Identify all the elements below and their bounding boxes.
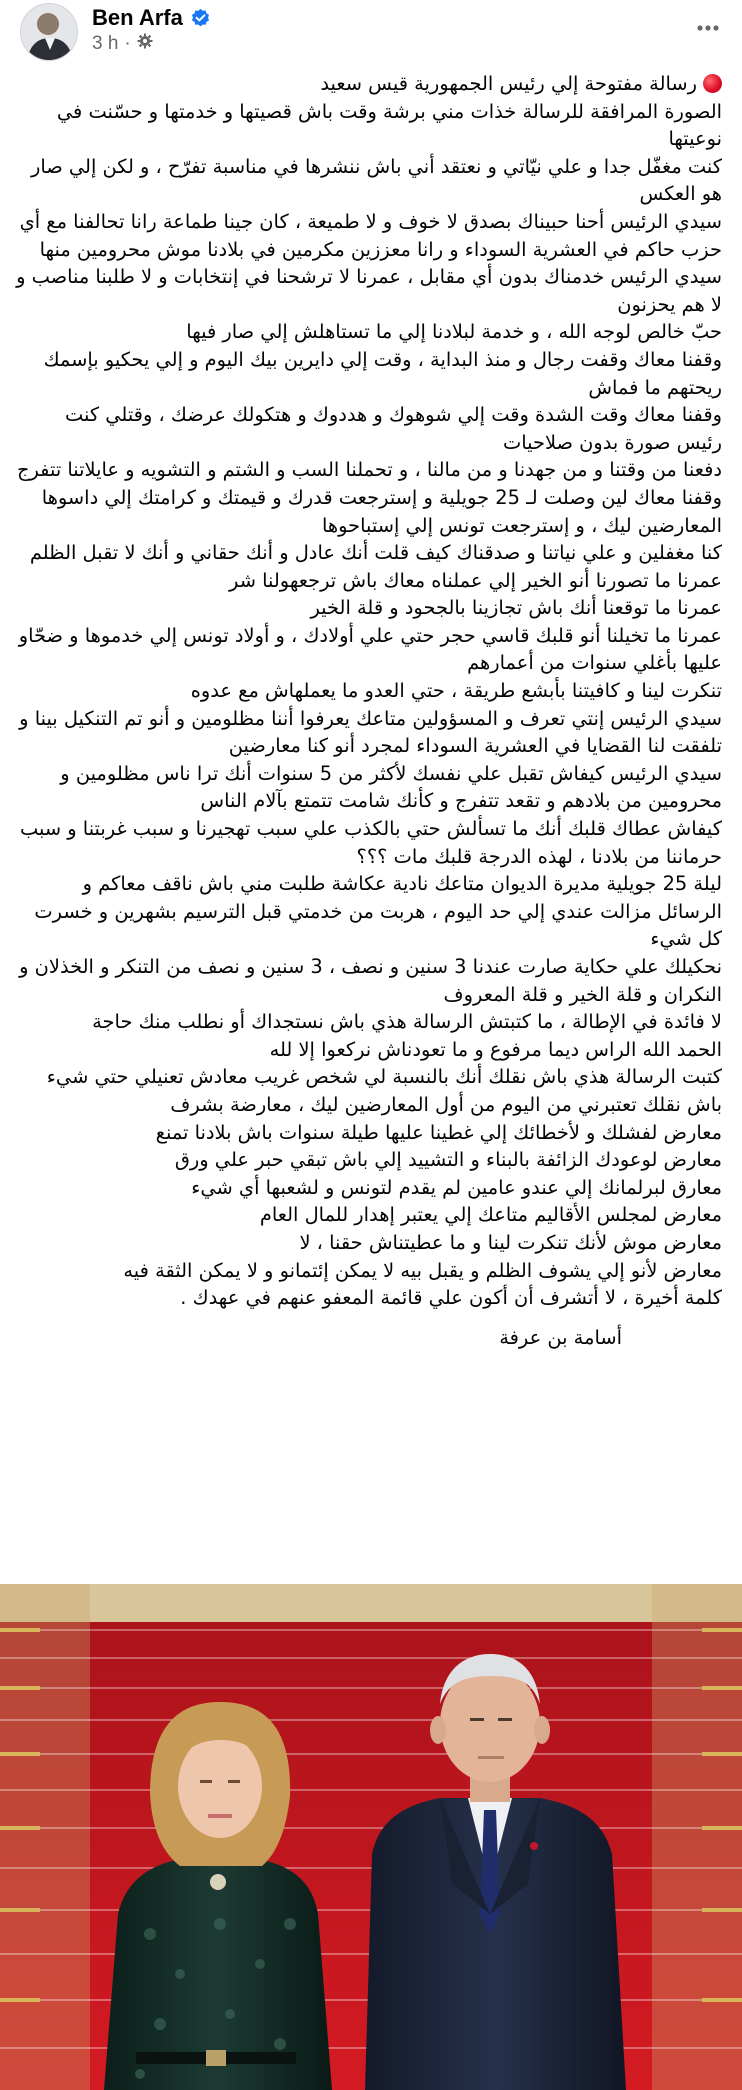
post-signature: أسامة بن عرفة [499, 1325, 622, 1349]
post-paragraph: عمرنا ما توقعنا أنك باش تجازينا بالجحود و قلة الخير [310, 596, 722, 620]
post-paragraph: كيفاش عطاك قلبك أنك ما تسألش حتي بالكذب علي سبب تهجيرنا و سبب غربتنا و سبب حرماننا من بلادنا ، لهذه الدرجة قلبك مات ؟؟؟ [19, 817, 722, 868]
post-paragraph: لا فائدة في الإطالة ، ما كتبتش الرسالة هذي باش نستجداك أو نطلب منك حاجة [92, 1010, 722, 1034]
verified-badge-icon [190, 8, 211, 29]
post-paragraph: وقفنا معاك وقفت رجال و منذ البداية ، وقت إلي دايرين بيك اليوم و إلي يحكيو بإسمك ريحتهم ما فماش [43, 347, 722, 399]
post-meta [92, 33, 153, 55]
post-paragraph: سيدي الرئيس أحنا حبيناك بصدق لا خوف و لا طميعة ، كان جينا طماعة رانا تحالفنا مع أي حزب حاكم في العشرية السوداء و رانا معززين مكرمين في بلادنا موش محرومين منها [19, 209, 722, 261]
post-body [14, 70, 722, 1351]
post-paragraph: معارض لفشلك و لأخطائك إلي غطينا عليها طيلة سنوات باش بلادنا تمنع [155, 1120, 722, 1144]
post-paragraph: كنا مغفلين و علي نياتنا و صدقناك كيف قلت أنك عادل و أنك حقاني و أنك لا تقبل الظلم [29, 541, 722, 565]
post-paragraph [14, 70, 722, 98]
post-paragraph: معارض لمجلس الأقاليم متاعك إلي يعتبر إهدار للمال العام [259, 1203, 722, 1227]
red-circle-icon [703, 74, 722, 93]
post-paragraph: باش نقلك تعتبرني من اليوم من أول المعارضين ليك ، معارضة بشرف [170, 1092, 722, 1116]
avatar[interactable] [20, 3, 78, 61]
post-paragraph: نحكيلك علي حكاية صارت عندنا 3 سنين و نصف ، 3 سنين و نصف من التنكر و الخذلان و النكران و قلة الخير و قلة المعروف [19, 955, 722, 1006]
post-photo[interactable] [0, 1584, 742, 2090]
post-paragraph: سيدي الرئيس إنتي تعرف و المسؤولين متاعك يعرفوا أننا مظلومين و أنو تم التنكيل بينا و تلفقت لنا القضايا في العشرية السوداء لمجرد أنو كنا معارضين [19, 706, 722, 758]
post-paragraph: معارض موش لأنك تنكرت لينا و ما عطيتناش حقنا ، لا [299, 1230, 722, 1254]
post-header [0, 0, 742, 66]
photo-illustration [0, 1584, 742, 2090]
post-paragraph: دفعنا من وقتنا و من جهدنا و من مالنا ، و تحملنا السب و الشتم و التشويه و عايلاتنا تتفرج [16, 458, 722, 482]
post-paragraph: كلمة أخيرة ، لا أتشرف أن أكون علي قائمة المعفو عنهم في عهدك . [180, 1286, 722, 1310]
gear-icon [137, 33, 153, 55]
post-paragraph: وقفنا معاك وقت الشدة وقت إلي شوهوك و هددوك و هتكولك عرضك ، وقتلي كنت رئيس صورة بدون صلاحيات [64, 403, 722, 454]
post-paragraph: حبّ خالص لوجه الله ، و خدمة لبلادنا إلي ما تستاهلش إلي صار فيها [186, 320, 722, 344]
post-paragraph: ليلة 25 جويلية مديرة الديوان متاعك نادية عكاشة طلبت مني باش ناقف معاكم و الرسائل مزالت عندي إلي حد اليوم ، هربت من خدمتي قبل الترسيم بشهرين و خسرت كل شيء [34, 872, 722, 951]
post-title: رسالة مفتوحة إلي رئيس الجمهورية قيس سعيد [320, 72, 697, 95]
post-paragraph: كتبت الرسالة هذي باش نقلك أنك بالنسبة لي شخص غريب معادش تعنيلي حتي شيء [46, 1065, 722, 1089]
post-time[interactable]: 3 h [92, 33, 119, 54]
more-options-button[interactable] [688, 8, 728, 48]
post-paragraph: الحمد الله الراس ديما مرفوع و ما تعودناش نركعوا إلا لله [269, 1037, 722, 1061]
post-paragraph: الصورة المرافقة للرسالة خذات مني برشة وقت باش قصيتها و خدمتها و حسّنت في نوعيتها [56, 99, 722, 151]
post-paragraph: معارض لأنو إلي يشوف الظلم و يقبل بيه لا يمكن إئتمانو و لا يمكن الثقة فيه [123, 1258, 722, 1282]
more-dots-icon [696, 24, 720, 32]
post-paragraph: سيدي الرئيس كيفاش تقبل علي نفسك لأكثر من 5 سنوات أنك ترا ناس مظلومين و محرومين من بلادهم و تقعد تتفرج و كأنك شامت تتمتع بآلام الناس [60, 761, 722, 813]
post-paragraph: تنكرت لينا و كافيتنا بأبشع طريقة ، حتي العدو ما يعملهاش مع عدوه [190, 679, 722, 703]
post-paragraph: عمرنا ما تخيلنا أنو قلبك قاسي حجر حتي علي أولادك ، و أولاد تونس إلي خدموها و ضحّاو عليها بأغلي سنوات من أعمارهم [18, 623, 722, 675]
post-paragraph: عمرنا ما تصورنا أنو الخير إلي عملناه معاك باش ترجعهولنا شر [229, 568, 722, 592]
author-name-row [92, 5, 211, 31]
author-name[interactable]: Ben Arfa [92, 5, 183, 30]
post-paragraph: وقفنا معاك لين وصلت لـ 25 جويلية و إسترجعت قدرك و قيمتك و كرامتك إلي داسوها المعارضين ليك ، و إسترجعت تونس إلي إستباحوها [41, 485, 722, 537]
post-paragraph: كنت مغفّل جدا و علي نيّاتي و نعتقد أني باش ننشرها في مناسبة تفرّح ، و لكن إلي صار هو العكس [30, 154, 722, 206]
meta-separator: · [124, 33, 131, 54]
post-paragraph: معارق لبرلمانك إلي عندو عامين لم يقدم لتونس و لشعبها أي شيء [191, 1175, 722, 1199]
post-paragraph: سيدي الرئيس خدمناك بدون أي مقابل ، عمرنا لا ترشحنا في إنتخابات و لا طلبنا مناصب و لا هم يحزنون [16, 265, 722, 316]
post-paragraph: معارض لوعودك الزائفة بالبناء و التشييد إلي باش تبقي حبر علي ورق [174, 1148, 722, 1172]
